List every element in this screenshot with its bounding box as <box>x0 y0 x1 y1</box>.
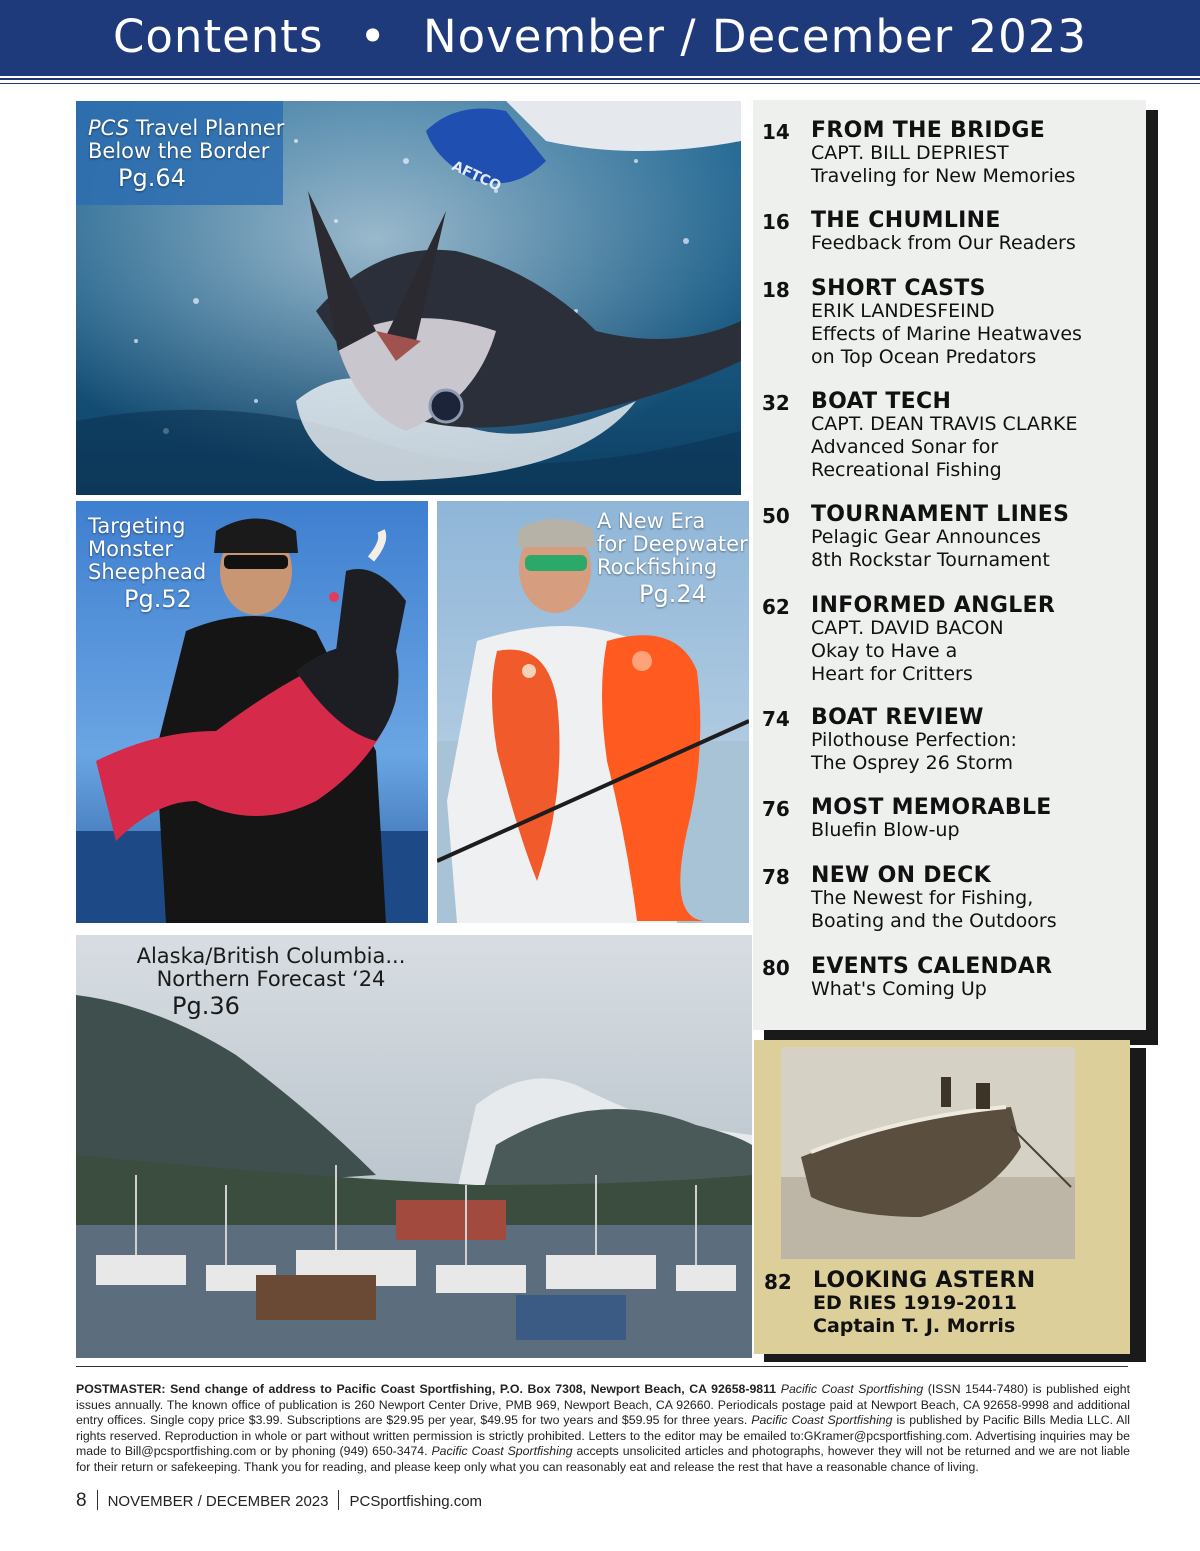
notice-text-3: accepts unsolicited articles and photographs, however they will not be returned and we are not liable for their return or safekeeping. Thank you for reading, and please keep only what you can reasonably eat and release the rest that have a reasonable chance of living. <box>76 1444 1130 1474</box>
sheephead-photo[interactable] <box>76 501 428 923</box>
toc-line: Captain T. J. Morris <box>813 1315 1016 1337</box>
toc-page-number: 32 <box>762 391 790 415</box>
rockfish-photo[interactable] <box>437 501 749 923</box>
magazine-name: Pacific Coast Sportfishing <box>431 1444 573 1458</box>
toc-page-number: 16 <box>762 210 790 234</box>
toc-title: LOOKING ASTERN <box>813 1268 1036 1293</box>
toc-title: FROM THE BRIDGE <box>811 118 1046 143</box>
toc-title: SHORT CASTS <box>811 276 986 301</box>
footer-rule <box>76 1366 1128 1367</box>
toc-line: CAPT. BILL DEPRIEST <box>811 142 1009 164</box>
caption-page: Pg.36 <box>172 992 240 1020</box>
toc-page-number: 82 <box>764 1270 792 1294</box>
caption-line2: for Deepwater <box>597 532 748 556</box>
alaska-photo[interactable] <box>76 935 752 1358</box>
magazine-name: Pacific Coast Sportfishing <box>751 1413 893 1427</box>
caption-line3: Sheephead <box>88 560 207 584</box>
toc-line: Bluefin Blow-up <box>811 819 960 841</box>
toc-page-number: 80 <box>762 956 790 980</box>
postmaster-address: : Send change of address to Pacific Coast Sportfishing, P.O. Box 7308, Newport Beach, CA 92658-9811 <box>161 1382 777 1396</box>
rockfish-caption <box>597 510 748 606</box>
toc-page-number: 74 <box>762 707 790 731</box>
page-title <box>0 10 1200 63</box>
caption-line1: Travel Planner <box>129 116 285 140</box>
caption-page: Pg.64 <box>118 164 186 192</box>
footer-divider <box>338 1490 339 1510</box>
toc-line: Feedback from Our Readers <box>811 232 1076 254</box>
footer-site[interactable]: PCSportfishing.com <box>349 1493 483 1510</box>
toc-line: Effects of Marine Heatwaves <box>811 323 1082 345</box>
marlin-caption <box>88 117 284 190</box>
caption-line1: Alaska/British Columbia... <box>136 944 406 968</box>
alaska-caption <box>136 945 406 1018</box>
magazine-name: Pacific Coast Sportfishing <box>780 1382 924 1396</box>
postmaster-label: POSTMASTER <box>76 1382 162 1396</box>
toc-title: TOURNAMENT LINES <box>811 502 1070 527</box>
toc-title: EVENTS CALENDAR <box>811 954 1053 979</box>
toc-line: Okay to Have a <box>811 640 958 662</box>
toc-title: MOST MEMORABLE <box>811 795 1052 820</box>
toc-line: CAPT. DAVID BACON <box>811 617 1004 639</box>
title-left: Contents <box>112 10 324 63</box>
toc-page-number: 62 <box>762 595 790 619</box>
toc-page-number: 18 <box>762 278 790 302</box>
toc-line: ERIK LANDESFEIND <box>811 300 995 322</box>
toc-title: THE CHUMLINE <box>811 208 1001 233</box>
toc-line: The Newest for Fishing, <box>811 887 1034 909</box>
caption-page: Pg.52 <box>124 585 192 613</box>
toc-page-number: 78 <box>762 865 790 889</box>
postmaster-notice <box>76 1382 1130 1475</box>
toc-title: NEW ON DECK <box>811 863 991 888</box>
caption-line1: A New Era <box>597 509 706 533</box>
toc-line: Heart for Critters <box>811 663 973 685</box>
caption-page: Pg.24 <box>639 580 707 608</box>
astern-photo <box>781 1047 1075 1259</box>
toc-line: Advanced Sonar for <box>811 436 999 458</box>
toc-line: on Top Ocean Predators <box>811 346 1037 368</box>
caption-line2: Northern Forecast ‘24 <box>156 967 386 991</box>
toc-line: 8th Rockstar Tournament <box>811 549 1050 571</box>
toc-title: BOAT REVIEW <box>811 705 984 730</box>
sheephead-caption <box>88 515 206 611</box>
toc-line: Pilothouse Perfection: <box>811 729 1017 751</box>
toc-line: CAPT. DEAN TRAVIS CLARKE <box>811 413 1078 435</box>
toc-page-number: 76 <box>762 797 790 821</box>
page-number: 8 <box>76 1490 87 1511</box>
toc-page-number: 14 <box>762 120 790 144</box>
toc-title: BOAT TECH <box>811 389 952 414</box>
header-bar <box>0 0 1200 76</box>
caption-line1: Targeting <box>88 514 186 538</box>
title-right: November / December 2023 <box>422 10 1087 63</box>
caption-line3: Rockfishing <box>597 555 718 579</box>
caption-line2: Below the Border <box>88 139 270 163</box>
page-footer <box>76 1490 482 1512</box>
glove-logo: AFTCO <box>449 158 504 195</box>
header-rule <box>0 78 1200 80</box>
marlin-photo[interactable] <box>76 101 741 495</box>
footer-divider <box>97 1490 98 1510</box>
header-rule-thin <box>0 83 1200 84</box>
toc-line: Pelagic Gear Announces <box>811 526 1041 548</box>
notice-text-1: (ISSN 1544-7480) is published eight issues annually. The known office of publication is 260 Newport Center Drive, PMB 969, Newport Beach, CA 92660. Periodicals postage paid at Newport Beach, CA 92658-9998 and additional entry offices. Single copy price $3.99. Subscriptions are $29.95 per year, $49.95 for two years and $59.95 for three years. <box>76 1382 1130 1427</box>
toc-line: The Osprey 26 Storm <box>811 752 1013 774</box>
toc-line: ED RIES 1919-2011 <box>813 1292 1017 1314</box>
title-separator: • <box>359 10 387 63</box>
toc-line: Boating and the Outdoors <box>811 910 1057 932</box>
footer-issue: NOVEMBER / DECEMBER 2023 <box>107 1493 329 1510</box>
toc-line: What's Coming Up <box>811 978 987 1000</box>
caption-pcs: PCS <box>88 116 130 140</box>
toc-page-number: 50 <box>762 504 790 528</box>
toc-line: Traveling for New Memories <box>811 165 1076 187</box>
caption-line2: Monster <box>88 537 174 561</box>
toc-line: Recreational Fishing <box>811 459 1002 481</box>
notice-text-2: is published by Pacific Bills Media LLC. All rights reserved. Reproduction in whole or part without written permission is strictly prohibited. Letters to the editor may be emailed to:GKramer@pcsportfishing.com. Advertising inquiries may be made to Bill@pcsportfishing.com or by phoning (949) 650-3474. <box>76 1413 1130 1458</box>
toc-title: INFORMED ANGLER <box>811 593 1056 618</box>
